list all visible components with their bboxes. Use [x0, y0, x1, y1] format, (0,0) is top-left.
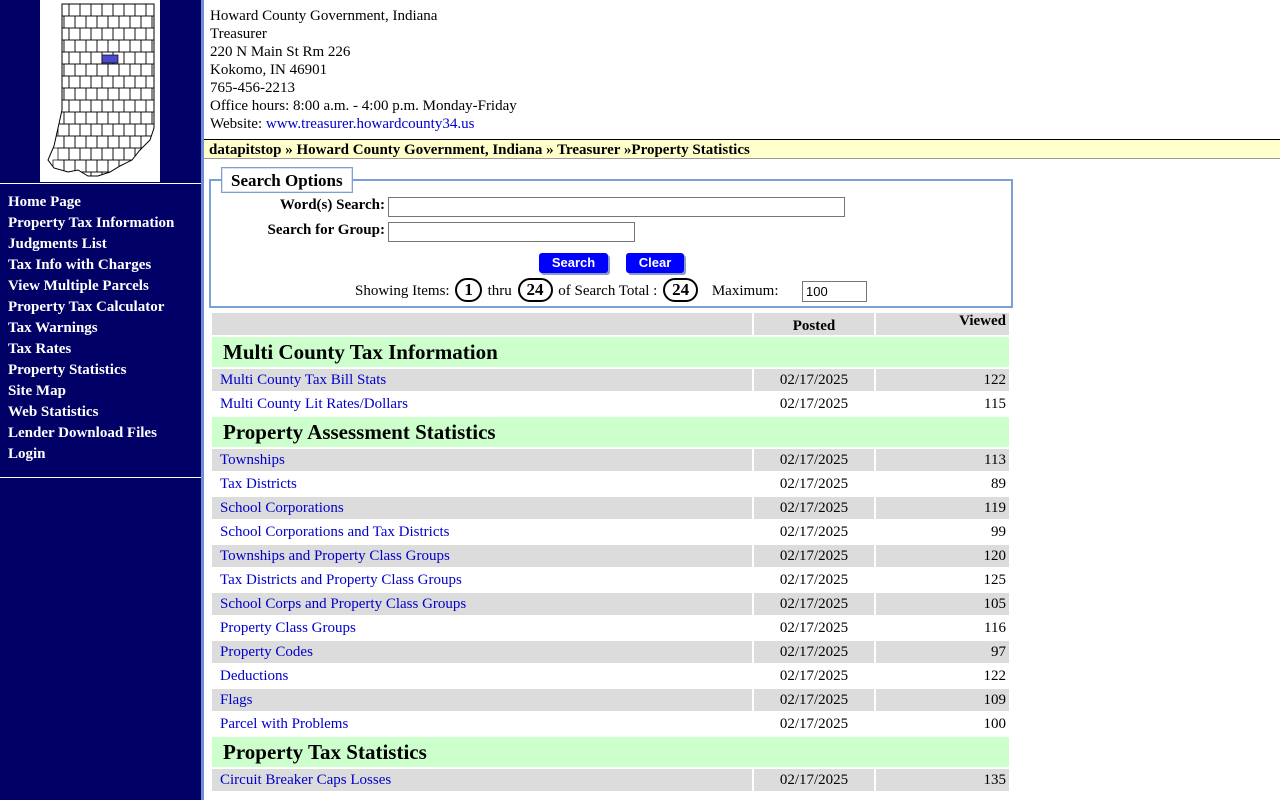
viewed-count: 105: [876, 593, 1009, 615]
row-name-cell: [212, 665, 752, 687]
table-row: [212, 713, 1009, 735]
posted-date: 02/17/2025: [754, 369, 874, 391]
sidebar-item-property-tax-information[interactable]: Property Tax Information: [8, 215, 175, 231]
table-row: [212, 545, 1009, 567]
table-header-row: [212, 313, 1009, 335]
report-link[interactable]: Flags: [220, 691, 253, 708]
showing-label: Showing Items:: [355, 283, 450, 299]
section-title: Property Assessment Statistics: [212, 417, 1009, 447]
table-row: [212, 369, 1009, 391]
table-row: [212, 665, 1009, 687]
sidebar-item-home-page[interactable]: Home Page: [8, 194, 81, 210]
sidebar-item-tax-warnings[interactable]: Tax Warnings: [8, 320, 98, 336]
row-name-cell: [212, 641, 752, 663]
report-link[interactable]: Townships and Property Class Groups: [220, 547, 450, 564]
website-link[interactable]: www.treasurer.howardcounty34.us: [265, 116, 475, 132]
sidebar-border: [201, 0, 204, 800]
table-row: [212, 641, 1009, 663]
table-row: [212, 449, 1009, 471]
viewed-count: 122: [876, 665, 1009, 687]
maximum-label: Maximum:: [711, 283, 779, 299]
row-name-cell: [212, 497, 752, 519]
sidebar-item-web-statistics[interactable]: Web Statistics: [8, 404, 99, 420]
address-line-1: 220 N Main St Rm 226: [210, 44, 351, 60]
sidebar-item-property-tax-calculator[interactable]: Property Tax Calculator: [8, 299, 165, 315]
sidebar-item-view-multiple-parcels[interactable]: View Multiple Parcels: [8, 278, 149, 294]
table-row: [212, 521, 1009, 543]
viewed-count: 125: [876, 569, 1009, 591]
sidebar-item-site-map[interactable]: Site Map: [8, 383, 66, 399]
section-title: Property Tax Statistics: [212, 737, 1009, 767]
row-name-cell: [212, 593, 752, 615]
words-search-input[interactable]: [388, 197, 845, 217]
sidebar-item-tax-rates[interactable]: Tax Rates: [8, 341, 72, 357]
posted-date: 02/17/2025: [754, 641, 874, 663]
office-name: Treasurer: [210, 26, 267, 42]
statistics-table: [210, 311, 1011, 793]
indiana-county-map-icon: [40, 0, 160, 182]
howard-county-highlight: [102, 55, 118, 63]
org-name: Howard County Government, Indiana: [210, 8, 438, 24]
report-link[interactable]: Property Class Groups: [220, 619, 356, 636]
report-link[interactable]: Deductions: [220, 667, 289, 684]
items-from: 1: [455, 278, 482, 302]
phone-number: 765-456-2213: [210, 80, 295, 96]
report-link[interactable]: Circuit Breaker Caps Losses: [220, 771, 392, 788]
posted-date: 02/17/2025: [754, 449, 874, 471]
row-name-cell: [212, 449, 752, 471]
table-row: [212, 569, 1009, 591]
posted-date: 02/17/2025: [754, 665, 874, 687]
table-row: [212, 593, 1009, 615]
words-search-label: Word(s) Search:: [279, 197, 385, 213]
items-total: 24: [663, 278, 698, 302]
search-options-legend: Search Options: [221, 167, 353, 193]
clear-button[interactable]: Clear: [626, 253, 684, 273]
section-title: Multi County Tax Information: [212, 337, 1009, 367]
section-header-row: [212, 337, 1009, 367]
posted-date: 02/17/2025: [754, 617, 874, 639]
thru-label: thru: [487, 283, 512, 299]
indiana-map[interactable]: [40, 0, 160, 182]
website-line: [210, 115, 517, 133]
sidebar-nav: [8, 192, 174, 465]
row-name-cell: [212, 769, 752, 791]
items-to: 24: [518, 278, 553, 302]
report-link[interactable]: Parcel with Problems: [220, 715, 349, 732]
row-name-cell: [212, 545, 752, 567]
table-row: [212, 769, 1009, 791]
viewed-count: 135: [876, 769, 1009, 791]
breadcrumb: datapitstop » Howard County Government, Indiana » Treasurer »Property Statistics: [204, 139, 1280, 159]
office-info: [210, 7, 517, 133]
search-button[interactable]: Search: [539, 253, 608, 273]
viewed-count: 100: [876, 713, 1009, 735]
table-row: [212, 617, 1009, 639]
row-name-cell: [212, 473, 752, 495]
total-label: of Search Total :: [558, 283, 658, 299]
viewed-count: 89: [876, 473, 1009, 495]
report-link[interactable]: Tax Districts and Property Class Groups: [220, 571, 462, 588]
report-link[interactable]: Multi County Lit Rates/Dollars: [220, 395, 408, 412]
report-link[interactable]: School Corps and Property Class Groups: [220, 595, 467, 612]
row-name-cell: [212, 617, 752, 639]
viewed-count: 116: [876, 617, 1009, 639]
group-search-input[interactable]: [388, 222, 635, 242]
posted-date: 02/17/2025: [754, 497, 874, 519]
table-row: [212, 473, 1009, 495]
sidebar-item-judgments-list[interactable]: Judgments List: [8, 236, 107, 252]
posted-date: 02/17/2025: [754, 393, 874, 415]
row-name-cell: [212, 369, 752, 391]
posted-date: 02/17/2025: [754, 769, 874, 791]
report-link[interactable]: Property Codes: [220, 643, 313, 660]
viewed-count: 115: [876, 393, 1009, 415]
posted-date: 02/17/2025: [754, 473, 874, 495]
viewed-count: 99: [876, 521, 1009, 543]
viewed-count: 120: [876, 545, 1009, 567]
sidebar-item-property-statistics[interactable]: Property Statistics: [8, 362, 127, 378]
sidebar: [0, 0, 201, 800]
table-row: [212, 393, 1009, 415]
report-link[interactable]: Multi County Tax Bill Stats: [220, 371, 387, 388]
table-row: [212, 689, 1009, 711]
posted-date: 02/17/2025: [754, 593, 874, 615]
address-line-2: Kokomo, IN 46901: [210, 62, 328, 78]
report-link[interactable]: School Corporations and Tax Districts: [220, 523, 450, 540]
sidebar-item-lender-download-files[interactable]: Lender Download Files: [8, 425, 157, 441]
row-name-cell: [212, 569, 752, 591]
section-header-row: [212, 417, 1009, 447]
row-name-cell: [212, 713, 752, 735]
table-row: [212, 497, 1009, 519]
posted-date: 02/17/2025: [754, 569, 874, 591]
showing-items: [355, 278, 779, 304]
column-header-posted: Posted: [754, 313, 874, 335]
sidebar-item-login[interactable]: Login: [8, 446, 46, 462]
viewed-count: 119: [876, 497, 1009, 519]
sidebar-item-tax-info-with-charges[interactable]: Tax Info with Charges: [8, 257, 152, 273]
section-header-row: [212, 737, 1009, 767]
website-label: Website:: [210, 116, 263, 132]
viewed-count: 113: [876, 449, 1009, 471]
sidebar-divider-bottom: [0, 477, 201, 478]
row-name-cell: [212, 689, 752, 711]
report-link[interactable]: Tax Districts: [220, 475, 297, 492]
column-header-viewed: Viewed: [876, 313, 1009, 335]
header-name-cell: [212, 313, 752, 335]
sidebar-divider-top: [0, 183, 201, 184]
group-search-label: Search for Group:: [267, 222, 385, 238]
posted-date: 02/17/2025: [754, 521, 874, 543]
posted-date: 02/17/2025: [754, 689, 874, 711]
posted-date: 02/17/2025: [754, 545, 874, 567]
office-hours: Office hours: 8:00 a.m. - 4:00 p.m. Monday-Friday: [210, 98, 517, 114]
viewed-count: 122: [876, 369, 1009, 391]
posted-date: 02/17/2025: [754, 713, 874, 735]
row-name-cell: [212, 521, 752, 543]
report-link[interactable]: Townships: [220, 451, 285, 468]
row-name-cell: [212, 393, 752, 415]
viewed-count: 109: [876, 689, 1009, 711]
viewed-count: 97: [876, 641, 1009, 663]
maximum-input[interactable]: [802, 281, 867, 302]
report-link[interactable]: School Corporations: [220, 499, 344, 516]
